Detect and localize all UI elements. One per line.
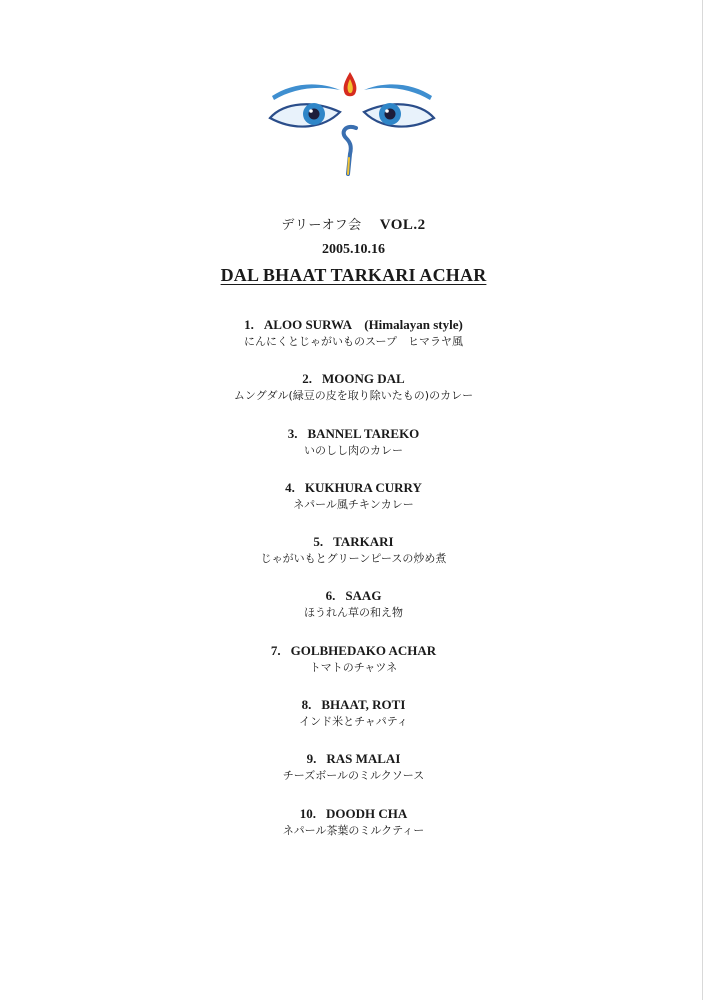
dish-name: ALOO SURWA (Himalayan style): [263, 317, 463, 332]
menu-item: [0, 479, 707, 533]
right-eye: [364, 103, 434, 127]
menu-item: [0, 533, 707, 587]
dish-name: BANNEL TAREKO: [307, 425, 420, 441]
dish-name-line: [0, 587, 707, 604]
dish-description: ほうれん草の和え物: [304, 606, 403, 620]
event-volume: VOL.2: [379, 217, 426, 233]
dish-number: 6.: [325, 588, 336, 604]
dish-description: インド米とチャパティ: [299, 715, 408, 729]
dish-number: 7.: [270, 642, 281, 658]
dish-number: 5.: [313, 534, 324, 550]
left-eye: [270, 103, 340, 127]
event-name: デリーオフ会: [281, 218, 362, 233]
dish-description: いのしし肉のカレー: [304, 443, 403, 457]
dish-name: DOODH CHA: [326, 805, 408, 821]
dish-name-line: [0, 425, 707, 442]
dish-name: BHAAT, ROTI: [321, 697, 406, 713]
dish-name-line: [0, 750, 707, 767]
dish-name-line: [0, 805, 707, 822]
nose-symbol: [344, 127, 356, 174]
dish-name-line: [0, 370, 707, 387]
menu-list: [0, 316, 707, 859]
dish-name: SAAG: [345, 588, 382, 604]
dish-name-line: [0, 696, 707, 713]
dish-name: GOLBHEDAKO ACHAR: [290, 642, 437, 658]
dish-description: チーズボールのミルクソース: [282, 769, 425, 783]
left-eyebrow: [272, 84, 340, 100]
menu-item: [0, 425, 707, 479]
dish-number: 4.: [285, 479, 295, 495]
dish-description: ネパール茶葉のミルクティー: [282, 823, 425, 837]
dish-name-line: [0, 642, 707, 659]
menu-title: DAL BHAAT TARKARI ACHAR: [220, 265, 487, 285]
menu-item: [0, 587, 707, 641]
buddha-eyes-logo: [266, 66, 438, 180]
dish-description: ムングダル(緑豆の皮を取り除いたもの)のカレー: [233, 389, 474, 403]
dish-name: KUKHURA CURRY: [304, 479, 422, 495]
menu-item: [0, 750, 707, 804]
dish-name-line: [0, 479, 707, 496]
dish-description: トマトのチャツネ: [309, 660, 398, 674]
dish-number: 8.: [301, 697, 312, 713]
event-date: 2005.10.16: [322, 242, 385, 257]
dish-description: にんにくとじゃがいものスープ ヒマラヤ風: [244, 335, 463, 348]
dish-number: 10.: [299, 805, 316, 821]
menu-item: [0, 370, 707, 424]
dish-name: MOONG DAL: [322, 371, 405, 387]
dish-description: ネパール風チキンカレー: [293, 497, 414, 511]
menu-item: [0, 316, 707, 370]
dish-number: 3.: [287, 425, 298, 441]
dish-description: じゃがいもとグリーンピースの炒め煮: [260, 552, 447, 566]
dish-name-line: [0, 316, 707, 333]
menu-item: [0, 696, 707, 750]
dish-name: TARKARI: [333, 534, 394, 550]
right-eyebrow: [364, 84, 432, 100]
dish-name: RAS MALAI: [326, 751, 401, 767]
dish-number: 2.: [302, 371, 313, 387]
event-line: [0, 214, 707, 234]
dish-number: 1.: [244, 317, 254, 332]
menu-item: [0, 805, 707, 859]
menu-item: [0, 642, 707, 696]
dish-number: 9.: [306, 751, 317, 767]
dish-name-line: [0, 533, 707, 550]
